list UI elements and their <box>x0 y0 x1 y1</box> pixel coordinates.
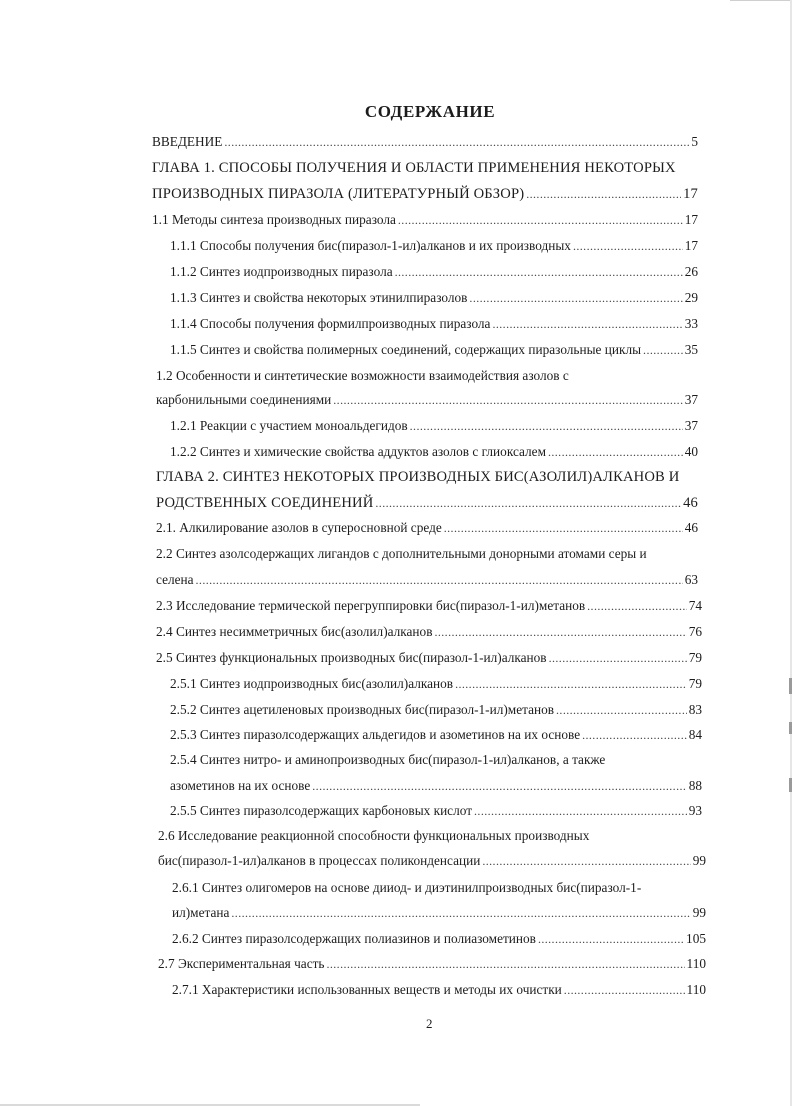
toc-entry-page: 17 <box>683 186 698 202</box>
toc-entry-page: 105 <box>686 931 706 946</box>
toc-entry-label: 2.7 Экспериментальная часть <box>158 956 325 971</box>
dot-leader <box>196 572 683 588</box>
toc-entry-label: 1.1.1 Способы получения бис(пиразол-1-ил)алканов и их производных <box>170 238 571 253</box>
toc-entry-page: 76 <box>688 624 702 639</box>
toc-entry-label: 1.1.4 Способы получения формилпроизводных пиразола <box>170 316 491 331</box>
toc-entry-page: 63 <box>684 572 698 587</box>
dot-leader <box>556 702 687 718</box>
toc-entry-label: 2.5 Синтез функциональных производных бис(пиразол-1-ил)алканов <box>156 650 547 665</box>
toc-entry-label: карбонильными соединениями <box>156 392 332 407</box>
dot-leader <box>582 727 687 743</box>
toc-entry-label: азометинов на их основе <box>170 778 311 793</box>
toc-entry-2-5-3[interactable] <box>170 727 702 743</box>
dot-leader <box>469 290 682 306</box>
toc-entry-label: 1.1.2 Синтез иодпроизводных пиразола <box>170 264 393 279</box>
toc-entry-page: 88 <box>688 778 702 793</box>
toc-entry-page: 33 <box>684 316 698 331</box>
toc-entry-page: 17 <box>684 238 698 253</box>
dot-leader <box>474 803 687 819</box>
toc-entry-page: 40 <box>684 444 698 459</box>
toc-entry-label: 2.6.2 Синтез пиразолсодержащих полиазинов и полиазометинов <box>172 931 536 946</box>
toc-entry-1-1-1[interactable] <box>170 238 698 254</box>
toc-entry-1-2-2[interactable] <box>170 444 698 460</box>
toc-entry-page: 99 <box>692 853 706 868</box>
toc-entry-2-6-1-line1: 2.6.1 Синтез олигомеров на основе дииод- и диэтинилпроизводных бис(пиразол-1- <box>172 880 642 895</box>
toc-entry-page: 79 <box>688 650 702 665</box>
toc-entry-label: 2.4 Синтез несимметричных бис(азолил)алканов <box>156 624 433 639</box>
toc-entry-label: 1.1 Методы синтеза производных пиразола <box>152 212 396 227</box>
dot-leader <box>564 982 685 998</box>
toc-entry-page: 5 <box>691 134 698 149</box>
page-number: 2 <box>426 1016 433 1031</box>
toc-entry-1-2-1[interactable] <box>170 418 698 434</box>
toc-entry-label: 1.2.2 Синтез и химические свойства аддуктов азолов с глиоксалем <box>170 444 546 459</box>
dot-leader <box>434 624 686 640</box>
toc-entry-2-7-1[interactable] <box>172 982 706 998</box>
dot-leader <box>333 392 682 408</box>
toc-entry-label: 2.7.1 Характеристики использованных веществ и методы их очистки <box>172 982 562 997</box>
toc-entry-label: селена <box>156 572 194 587</box>
toc-entry-chapter-2[interactable] <box>156 495 698 511</box>
toc-entry-label: 2.1. Алкилирование азолов в суперосновной среде <box>156 520 442 535</box>
toc-entry-2-2[interactable] <box>156 572 698 588</box>
toc-entry-label: ВВЕДЕНИЕ <box>152 134 223 149</box>
dot-leader <box>526 186 681 202</box>
toc-entry-2-6-2[interactable] <box>172 931 706 947</box>
toc-entry-2-5-2[interactable] <box>170 702 702 718</box>
toc-entry-page: 35 <box>684 342 698 357</box>
toc-entry-label: 1.1.3 Синтез и свойства некоторых этинилпиразолов <box>170 290 468 305</box>
toc-entry-2-4[interactable] <box>156 624 702 640</box>
dot-leader <box>326 956 684 972</box>
toc-entry-page: 46 <box>684 520 698 535</box>
toc-entry-page: 110 <box>686 982 706 997</box>
toc-entry-page: 99 <box>692 905 706 920</box>
dot-leader <box>587 598 687 614</box>
toc-entry-2-3[interactable] <box>156 598 702 614</box>
toc-entry-label: 1.1.5 Синтез и свойства полимерных соединений, содержащих пиразольные циклы <box>170 342 642 357</box>
dot-leader <box>444 520 683 536</box>
toc-entry-page: 74 <box>688 598 702 613</box>
dot-leader <box>492 316 682 332</box>
toc-entry-page: 84 <box>688 727 702 742</box>
dot-leader <box>395 264 683 280</box>
dot-leader <box>538 931 684 947</box>
dot-leader <box>549 650 687 666</box>
toc-entry-page: 110 <box>686 956 706 971</box>
dot-leader <box>375 495 681 511</box>
toc-entry-1-1-5[interactable] <box>170 342 698 358</box>
toc-entry-2-5-4-line1: 2.5.4 Синтез нитро- и аминопроизводных бис(пиразол-1-ил)алканов, а также <box>170 752 606 767</box>
toc-entry-2-7[interactable] <box>158 956 706 972</box>
toc-entry-1-1-4[interactable] <box>170 316 698 332</box>
toc-entry-1-1-2[interactable] <box>170 264 698 280</box>
toc-entry-label: 1.2.1 Реакции с участием моноальдегидов <box>170 418 408 433</box>
toc-entry-1-2[interactable] <box>156 392 698 408</box>
dot-leader <box>643 342 683 358</box>
toc-entry-1-1[interactable] <box>152 212 698 228</box>
toc-entry-2-6-line1: 2.6 Исследование реакционной способности функциональных производных <box>158 828 590 843</box>
toc-entry-2-5-4[interactable] <box>170 778 702 794</box>
toc-entry-2-5-5[interactable] <box>170 803 702 819</box>
dot-leader <box>482 853 690 869</box>
toc-entry-page: 37 <box>684 392 698 407</box>
toc-entry-label: РОДСТВЕННЫХ СОЕДИНЕНИЙ <box>156 495 374 511</box>
toc-entry-label: ПРОИЗВОДНЫХ ПИРАЗОЛА (ЛИТЕРАТУРНЫЙ ОБЗОР) <box>152 186 525 202</box>
toc-entry-1-2-line1: 1.2 Особенности и синтетические возможности взаимодействия азолов с <box>156 368 569 383</box>
dot-leader <box>312 778 686 794</box>
toc-entry-page: 29 <box>684 290 698 305</box>
dot-leader <box>573 238 683 254</box>
dot-leader <box>224 134 689 150</box>
dot-leader <box>548 444 683 460</box>
dot-leader <box>231 905 690 921</box>
toc-entry-2-6[interactable] <box>158 853 706 869</box>
toc-entry-page: 26 <box>684 264 698 279</box>
toc-entry-introduction[interactable] <box>152 134 698 150</box>
dot-leader <box>410 418 683 434</box>
toc-entry-2-5-1[interactable] <box>170 676 702 692</box>
page-title: СОДЕРЖАНИЕ <box>364 102 496 121</box>
toc-entry-label: 2.3 Исследование термической перегруппировки бис(пиразол-1-ил)метанов <box>156 598 586 613</box>
toc-entry-page: 93 <box>688 803 702 818</box>
toc-entry-chapter-1-line1: ГЛАВА 1. СПОСОБЫ ПОЛУЧЕНИЯ И ОБЛАСТИ ПРИМЕНЕНИЯ НЕКОТОРЫХ <box>152 160 676 176</box>
toc-entry-page: 17 <box>684 212 698 227</box>
toc-entry-2-2-line1: 2.2 Синтез азолсодержащих лигандов с дополнительными донорными атомами серы и <box>156 546 647 561</box>
toc-entry-chapter-1[interactable] <box>152 186 698 202</box>
toc-entry-label: 2.5.3 Синтез пиразолсодержащих альдегидов и азометинов на их основе <box>170 727 581 742</box>
toc-entry-2-1[interactable] <box>156 520 698 536</box>
dot-leader <box>398 212 683 228</box>
toc-entry-1-1-3[interactable] <box>170 290 698 306</box>
toc-entry-page: 37 <box>684 418 698 433</box>
toc-entry-2-5[interactable] <box>156 650 702 666</box>
toc-entry-label: бис(пиразол-1-ил)алканов в процессах поликонденсации <box>158 853 481 868</box>
toc-entry-page: 46 <box>683 495 698 511</box>
toc-entry-page: 79 <box>688 676 702 691</box>
toc-entry-label: 2.5.2 Синтез ацетиленовых производных бис(пиразол-1-ил)метанов <box>170 702 555 717</box>
toc-entry-label: 2.5.5 Синтез пиразолсодержащих карбоновых кислот <box>170 803 473 818</box>
toc-entry-page: 83 <box>688 702 702 717</box>
toc-entry-label: 2.5.1 Синтез иодпроизводных бис(азолил)алканов <box>170 676 454 691</box>
toc-entry-2-6-1[interactable] <box>172 905 706 921</box>
toc-entry-label: ил)метана <box>172 905 230 920</box>
dot-leader <box>455 676 687 692</box>
toc-entry-chapter-2-line1: ГЛАВА 2. СИНТЕЗ НЕКОТОРЫХ ПРОИЗВОДНЫХ БИС(АЗОЛИЛ)АЛКАНОВ И <box>156 469 680 485</box>
